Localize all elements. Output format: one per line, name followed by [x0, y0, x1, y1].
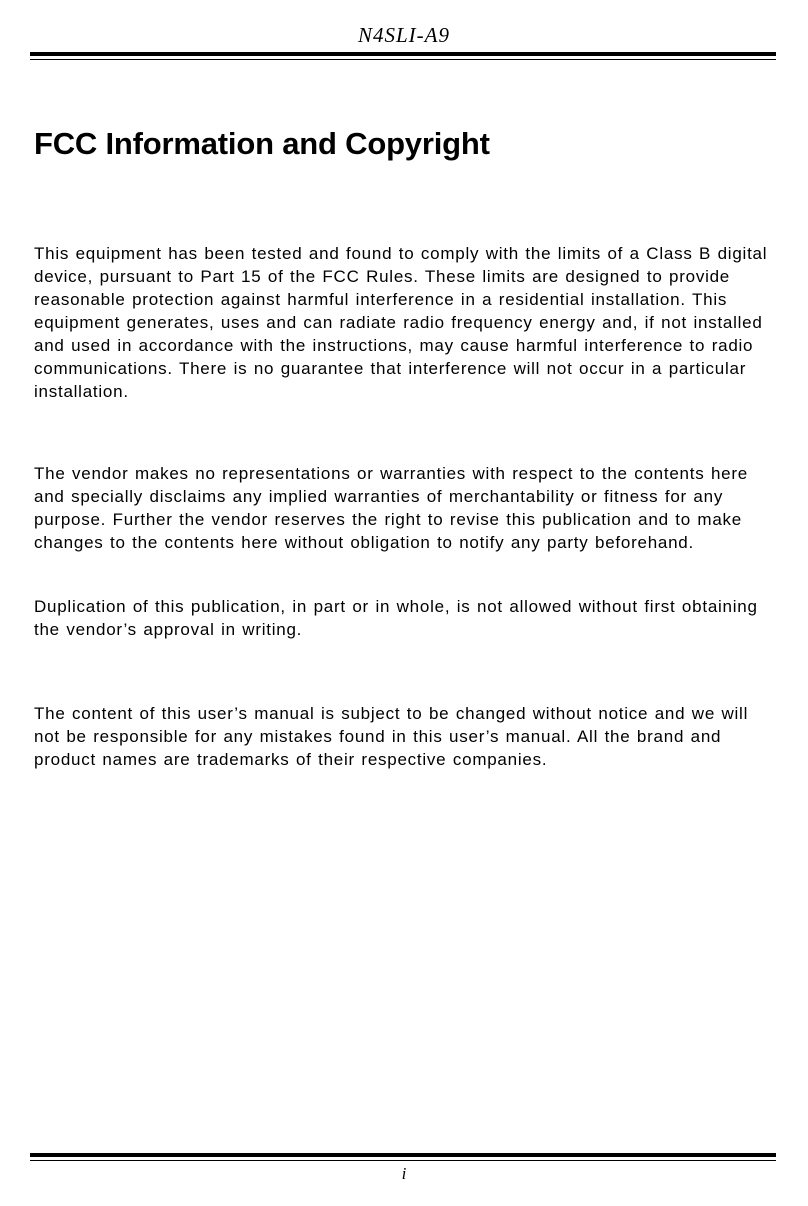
page-title: FCC Information and Copyright — [34, 126, 490, 161]
trademark-notice-paragraph: The content of this user’s manual is subject to be changed without notice and we will not be responsible for any mistakes found in this user’s manual. All the brand and product names are trademarks of their respective companies. — [34, 704, 749, 769]
duplication-notice-paragraph: Duplication of this publication, in part or in whole, is not allowed without first obtaining the vendor’s approval in writing. — [34, 597, 758, 639]
page-number: i — [401, 1164, 407, 1183]
header-rule-thin — [30, 59, 776, 60]
header-model-title: N4SLI-A9 — [358, 23, 450, 47]
fcc-statement-paragraph: This equipment has been tested and found to comply with the limits of a Class B digital device, pursuant to Part 15 of the FCC Rules. These limits are designed to provide reasonable protection against harmful interference in a residential installation. This equipment generates, uses and can radiate radio frequency energy and, if not installed and used in accordance with the instructions, may cause harmful interference to radio communications. There is no guarantee that interference will not occur in a particular installation. — [34, 244, 768, 401]
footer-rule-thin — [30, 1160, 776, 1161]
warranty-disclaimer-paragraph: The vendor makes no representations or warranties with respect to the contents here and specially disclaims any implied warranties of merchantability or fitness for any purpose. Further the vendor reserves the right to revise this publication and to make changes to the contents here without obligation to notify any party beforehand. — [34, 464, 748, 552]
header-rule-thick — [30, 52, 776, 56]
footer-rule-thick — [30, 1153, 776, 1157]
